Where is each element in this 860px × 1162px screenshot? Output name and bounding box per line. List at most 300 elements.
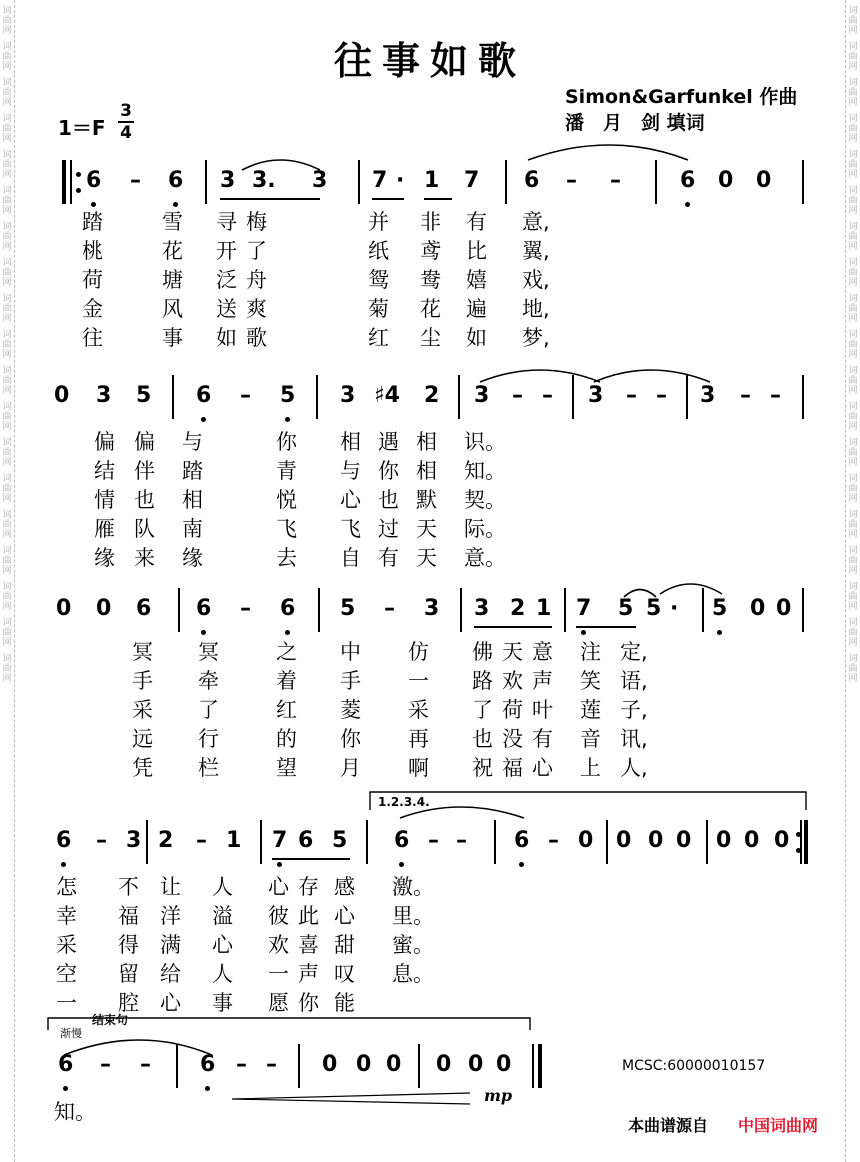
lyric-verse3: 荷: [502, 698, 523, 722]
note: 3: [588, 383, 604, 408]
lyric-verse3: 的: [276, 727, 297, 751]
lyric-verse4: 给: [160, 962, 181, 986]
watermark-text: 词 曲 网: [848, 186, 858, 216]
lyric-verse3: 定,: [620, 640, 648, 664]
lyric-verse2: 自: [340, 546, 361, 570]
note: –: [770, 383, 781, 408]
note: 0: [716, 828, 732, 853]
lyric-verse2: 天: [416, 517, 437, 541]
lyric-verse2: 天: [416, 546, 437, 570]
dynamic-marking: mp: [484, 1086, 513, 1105]
lyric-verse3: 栏: [198, 756, 219, 780]
note: 1: [424, 168, 440, 193]
note: 0: [718, 168, 734, 193]
lyric-verse4: 感: [334, 875, 355, 899]
watermark-text: 词 曲 网: [848, 150, 858, 180]
lyric-verse4: 能: [334, 991, 355, 1015]
lyric-verse3: 叶: [532, 698, 553, 722]
lyric-verse1: 花: [162, 239, 183, 263]
watermark-text: 词 曲 网: [848, 330, 858, 360]
lyric-verse3: 莲: [580, 698, 601, 722]
note: –: [196, 828, 207, 853]
lyric-verse2: 心: [340, 488, 361, 512]
note: 0: [648, 828, 664, 853]
lyric-verse1: 了: [246, 239, 267, 263]
note: 3.: [252, 168, 276, 193]
lyric-verse2: 缘: [182, 546, 203, 570]
note: 2: [510, 596, 526, 621]
key-signature: 1＝F: [58, 116, 106, 140]
lyric-verse3: 采: [408, 698, 429, 722]
lyric-verse4: 你: [298, 991, 319, 1015]
lyric-verse3: 没: [502, 727, 523, 751]
lyric-verse1: 寻: [216, 210, 237, 234]
note: –: [100, 1052, 111, 1077]
lyric-verse2: 相: [182, 488, 203, 512]
note: 5: [712, 596, 728, 621]
note: 0: [578, 828, 594, 853]
lyric-verse4: 福: [118, 904, 139, 928]
watermark-text: 词 曲 网: [848, 114, 858, 144]
note: –: [384, 596, 395, 621]
lyric-verse1: 鸳: [368, 268, 389, 292]
lyric-verse1: 嬉: [466, 268, 487, 292]
watermark-text: 词 曲 网: [848, 366, 858, 396]
watermark-text: 词 曲 网: [2, 6, 12, 36]
lyric-verse1: 有: [466, 210, 487, 234]
lyric-verse2: 知。: [464, 459, 506, 483]
watermark-text: 词 曲 网: [2, 438, 12, 468]
lyric-verse4: 里。: [392, 904, 434, 928]
lyric-verse4: 不: [118, 875, 139, 899]
note: 0: [496, 1052, 512, 1077]
note: 0: [54, 383, 70, 408]
note: 3: [424, 596, 440, 621]
lyric-verse1: 踏: [82, 210, 103, 234]
watermark-text: 词 曲 网: [2, 114, 12, 144]
lyric-verse3: 冥: [132, 640, 153, 664]
lyric-verse2: 你: [378, 459, 399, 483]
note: 7: [272, 828, 288, 853]
time-top: 3: [120, 101, 132, 121]
lyric-verse2: 悦: [276, 488, 297, 512]
lyric-verse3: 一: [408, 669, 429, 693]
lyric-verse2: 伴: [134, 459, 155, 483]
lyric-verse1: 梦,: [522, 326, 550, 350]
lyric-verse3: 意: [532, 640, 553, 664]
lyric-verse1: 菊: [368, 297, 389, 321]
lyricist-credit: 潘 月 剑 填词: [565, 112, 705, 134]
watermark-text: 词 曲 网: [848, 6, 858, 36]
note: 6: [196, 383, 212, 408]
note: 7: [576, 596, 592, 621]
note: 5: [646, 596, 662, 621]
song-title: 往事如歌: [333, 38, 526, 83]
lyric-verse3: 冥: [198, 640, 219, 664]
lyric-verse1: 桃: [82, 239, 103, 263]
lyric-verse4: 息。: [392, 962, 434, 986]
note: –: [428, 828, 439, 853]
lyric-verse1: 舟: [246, 268, 267, 292]
lyric-verse1: 往: [82, 326, 103, 350]
lyric-verse3: 有: [532, 727, 553, 751]
watermark-text: 词 曲 网: [2, 474, 12, 504]
lyric-verse3: 牵: [198, 669, 219, 693]
lyric-verse4: 溢: [212, 904, 233, 928]
lyric-verse3: 人,: [620, 756, 648, 780]
lyric-verse3: 月: [340, 756, 361, 780]
watermark-text: 词 曲 网: [848, 42, 858, 72]
watermark-text: 词 曲 网: [848, 402, 858, 432]
lyric-verse3: 望: [276, 756, 297, 780]
lyric-verse4: 蜜。: [392, 933, 434, 957]
note: –: [130, 168, 141, 193]
lyric-verse3: 上: [580, 756, 601, 780]
watermark-text: 词 曲 网: [2, 78, 12, 108]
lyric-verse3: 祝: [472, 756, 493, 780]
watermark-text: 词 曲 网: [2, 150, 12, 180]
lyric-verse3: 福: [502, 756, 523, 780]
watermark-text: 词 曲 网: [848, 222, 858, 252]
watermark-text: 词 曲 网: [2, 618, 12, 648]
site-name: 中国词曲网: [738, 1116, 819, 1135]
lyric-verse3: 佛: [472, 640, 493, 664]
lyric-verse3: 啊: [408, 756, 429, 780]
tempo-slow: 渐慢: [60, 1027, 82, 1040]
lyric-verse1: 如: [466, 326, 487, 350]
lyric-verse4: 叹: [334, 962, 355, 986]
lyric-verse1: 梅: [246, 210, 267, 234]
watermark-text: 词 曲 网: [848, 474, 858, 504]
watermark-text: 词 曲 网: [2, 402, 12, 432]
lyric-verse4: 彼: [268, 904, 289, 928]
lyric-verse2: 遇: [378, 430, 399, 454]
lyric-verse3: 再: [408, 727, 429, 751]
lyric-verse3: 手: [132, 669, 153, 693]
lyric-verse1: 歌: [246, 326, 267, 350]
note: 7: [372, 168, 388, 193]
lyric-verse4: 欢: [268, 933, 289, 957]
lyric-verse3: 笑: [580, 669, 601, 693]
lyric-verse4: 得: [118, 933, 139, 957]
lyric-verse3: 了: [472, 698, 493, 722]
note: 0: [756, 168, 772, 193]
lyric-verse1: 风: [162, 297, 183, 321]
lyric-verse2: 去: [276, 546, 297, 570]
watermark-text: 词 曲 网: [2, 42, 12, 72]
lyric-verse3: 注: [580, 640, 601, 664]
lyric-verse2: 识。: [464, 430, 506, 454]
note: –: [236, 1052, 247, 1077]
note: 6: [680, 168, 696, 193]
watermark-text: 词 曲 网: [2, 222, 12, 252]
lyric-verse4: 声: [298, 962, 319, 986]
watermark-text: 词 曲 网: [848, 258, 858, 288]
lyric-verse4: 心: [334, 904, 355, 928]
note: 1: [536, 596, 552, 621]
lyric-verse3: 了: [198, 698, 219, 722]
note: 6: [56, 828, 72, 853]
note: 0: [56, 596, 72, 621]
lyric-verse2: 结: [94, 459, 115, 483]
lyric-verse3: 红: [276, 698, 297, 722]
note: ♯4: [374, 383, 400, 408]
lyric-verse2: 队: [134, 517, 155, 541]
lyric-verse2: 南: [182, 517, 203, 541]
watermark-text: 词 曲 网: [2, 582, 12, 612]
lyric-verse4: 心: [160, 991, 181, 1015]
note: –: [240, 596, 251, 621]
note: –: [610, 168, 621, 193]
note: 5: [280, 383, 296, 408]
lyric-verse4: 激。: [392, 875, 434, 899]
lyric-verse2: 飞: [276, 517, 297, 541]
note: 7: [464, 168, 480, 193]
lyric-verse2: 意。: [464, 546, 506, 570]
note: 3: [312, 168, 328, 193]
lyric-verse4: 心: [212, 933, 233, 957]
lyric-verse2: 相: [340, 430, 361, 454]
lyric-verse3: 语,: [620, 669, 648, 693]
lyric-verse3: 手: [340, 669, 361, 693]
lyric-verse2: 踏: [182, 459, 203, 483]
lyric-verse3: 也: [472, 727, 493, 751]
note: 5: [136, 383, 152, 408]
lyric-verse2: 偏: [134, 430, 155, 454]
note: 2: [158, 828, 174, 853]
lyric-verse1: 非: [420, 210, 441, 234]
lyric-verse4: 此: [298, 904, 319, 928]
watermark-text: 词 曲 网: [2, 186, 12, 216]
lyric-verse4: 一: [56, 991, 77, 1015]
lyric-verse3: 音: [580, 727, 601, 751]
lyric-verse3: 仿: [408, 640, 429, 664]
time-bottom: 4: [120, 123, 132, 143]
note: 1: [226, 828, 242, 853]
lyric-verse2: 缘: [94, 546, 115, 570]
note: 6: [136, 596, 152, 621]
note: 0: [744, 828, 760, 853]
lyric-verse1: 荷: [82, 268, 103, 292]
volta-label: 1.2.3.4.: [378, 795, 430, 809]
watermark-text: 词 曲 网: [2, 366, 12, 396]
lyric-verse3: 欢: [502, 669, 523, 693]
note: –: [96, 828, 107, 853]
lyric-verse4: 甜: [334, 933, 355, 957]
lyric-verse3: 凭: [132, 756, 153, 780]
lyric-verse3: 讯,: [620, 727, 648, 751]
lyric-verse3: 菱: [340, 698, 361, 722]
note: –: [240, 383, 251, 408]
watermark-text: 词 曲 网: [848, 78, 858, 108]
source-label: 本曲谱源自: [628, 1116, 709, 1135]
lyric-verse1: 事: [162, 326, 183, 350]
mcsc-code: MCSC:60000010157: [622, 1058, 766, 1074]
watermark-text: 词 曲 网: [848, 582, 858, 612]
note: 6: [524, 168, 540, 193]
note: –: [548, 828, 559, 853]
lyric-verse4: 事: [212, 991, 233, 1015]
note: 6: [196, 596, 212, 621]
watermark-text: 词 曲 网: [2, 258, 12, 288]
lyric-verse4: 满: [160, 933, 181, 957]
lyric-verse4: 腔: [118, 991, 139, 1015]
watermark-text: 词 曲 网: [848, 438, 858, 468]
final-lyric: 知。: [54, 1100, 96, 1124]
watermark-text: 词 曲 网: [848, 546, 858, 576]
note: –: [740, 383, 751, 408]
watermark-text: 词 曲 网: [2, 654, 12, 684]
lyric-verse1: 送: [216, 297, 237, 321]
lyric-verse3: 声: [532, 669, 553, 693]
lyric-verse1: 纸: [368, 239, 389, 263]
watermark-text: 词 曲 网: [2, 330, 12, 360]
note: 6: [298, 828, 314, 853]
lyric-verse2: 默: [416, 488, 437, 512]
note: –: [656, 383, 667, 408]
note: 3: [96, 383, 112, 408]
lyric-verse4: 让: [160, 875, 181, 899]
note: 0: [676, 828, 692, 853]
lyric-verse1: 塘: [162, 268, 183, 292]
note: ·: [396, 168, 405, 193]
lyric-verse3: 之: [276, 640, 297, 664]
lyric-verse4: 心: [268, 875, 289, 899]
lyric-verse2: 际。: [464, 517, 506, 541]
note: 3: [220, 168, 236, 193]
lyric-verse4: 洋: [160, 904, 181, 928]
lyric-verse1: 金: [82, 297, 103, 321]
note: 3: [474, 383, 490, 408]
note: 0: [750, 596, 766, 621]
note: –: [140, 1052, 151, 1077]
note: 0: [96, 596, 112, 621]
note: 5: [340, 596, 356, 621]
lyric-verse2: 来: [134, 546, 155, 570]
lyric-verse2: 雁: [94, 517, 115, 541]
note: –: [566, 168, 577, 193]
lyric-verse2: 过: [378, 517, 399, 541]
lyric-verse2: 飞: [340, 517, 361, 541]
note: 6: [86, 168, 102, 193]
watermark-text: 词 曲 网: [2, 510, 12, 540]
lyric-verse1: 开: [216, 239, 237, 263]
lyric-verse2: 与: [182, 430, 203, 454]
note: 3: [700, 383, 716, 408]
lyric-verse4: 存: [298, 875, 319, 899]
lyric-verse2: 情: [94, 488, 115, 512]
lyric-verse1: 地,: [522, 297, 550, 321]
lyric-verse2: 与: [340, 459, 361, 483]
note: –: [626, 383, 637, 408]
lyric-verse1: 花: [420, 297, 441, 321]
note: 6: [514, 828, 530, 853]
note: 5: [332, 828, 348, 853]
lyric-verse4: 采: [56, 933, 77, 957]
lyric-verse3: 心: [532, 756, 553, 780]
lyric-verse4: 一: [268, 962, 289, 986]
note: 0: [322, 1052, 338, 1077]
note: –: [542, 383, 553, 408]
note: 6: [200, 1052, 216, 1077]
lyric-verse3: 行: [198, 727, 219, 751]
lyric-verse1: 戏,: [522, 268, 550, 292]
lyric-verse1: 如: [216, 326, 237, 350]
note: 5: [618, 596, 634, 621]
lyric-verse1: 鸯: [420, 268, 441, 292]
note: 0: [436, 1052, 452, 1077]
lyric-verse1: 意,: [522, 210, 550, 234]
lyric-verse3: 中: [340, 640, 361, 664]
lyric-verse3: 你: [340, 727, 361, 751]
watermark-text: 词 曲 网: [848, 654, 858, 684]
lyric-verse3: 着: [276, 669, 297, 693]
lyric-verse1: 尘: [420, 326, 441, 350]
watermark-text: 词 曲 网: [2, 294, 12, 324]
lyric-verse2: 你: [276, 430, 297, 454]
lyric-verse3: 路: [472, 669, 493, 693]
note: 0: [356, 1052, 372, 1077]
note: 0: [616, 828, 632, 853]
watermark-text: 词 曲 网: [848, 510, 858, 540]
lyric-verse1: 翼,: [522, 239, 550, 263]
lyric-verse1: 比: [466, 239, 487, 263]
watermark-text: 词 曲 网: [848, 618, 858, 648]
lyric-verse1: 并: [368, 210, 389, 234]
lyric-verse2: 契。: [464, 488, 506, 512]
lyric-verse2: 有: [378, 546, 399, 570]
lyric-verse2: 相: [416, 430, 437, 454]
lyric-verse4: 怎: [56, 875, 77, 899]
lyric-verse2: 相: [416, 459, 437, 483]
lyric-verse4: 愿: [268, 991, 289, 1015]
note: –: [266, 1052, 277, 1077]
lyric-verse1: 泛: [216, 268, 237, 292]
note: 6: [168, 168, 184, 193]
lyric-verse1: 遍: [466, 297, 487, 321]
lyric-verse4: 人: [212, 962, 233, 986]
composer-credit: Simon&Garfunkel 作曲: [565, 86, 798, 108]
lyric-verse1: 爽: [246, 297, 267, 321]
lyric-verse1: 红: [368, 326, 389, 350]
note: 0: [776, 596, 792, 621]
watermark-text: 词 曲 网: [848, 294, 858, 324]
lyric-verse2: 也: [134, 488, 155, 512]
note: 3: [340, 383, 356, 408]
note: 6: [280, 596, 296, 621]
lyric-verse4: 喜: [298, 933, 319, 957]
lyric-verse3: 天: [502, 640, 523, 664]
lyric-verse3: 采: [132, 698, 153, 722]
note: 0: [386, 1052, 402, 1077]
lyric-verse4: 幸: [56, 904, 77, 928]
lyric-verse4: 人: [212, 875, 233, 899]
watermark-text: 词 曲 网: [2, 546, 12, 576]
lyric-verse4: 空: [56, 962, 77, 986]
note: 0: [774, 828, 790, 853]
note: 3: [126, 828, 142, 853]
lyric-verse4: 留: [118, 962, 139, 986]
ending-label: 结束句: [92, 1013, 129, 1027]
note: –: [512, 383, 523, 408]
lyric-verse2: 也: [378, 488, 399, 512]
lyric-verse2: 青: [276, 459, 297, 483]
note: 2: [424, 383, 440, 408]
note: –: [456, 828, 467, 853]
note: 6: [58, 1052, 74, 1077]
lyric-verse1: 鸢: [420, 239, 441, 263]
lyric-verse2: 偏: [94, 430, 115, 454]
